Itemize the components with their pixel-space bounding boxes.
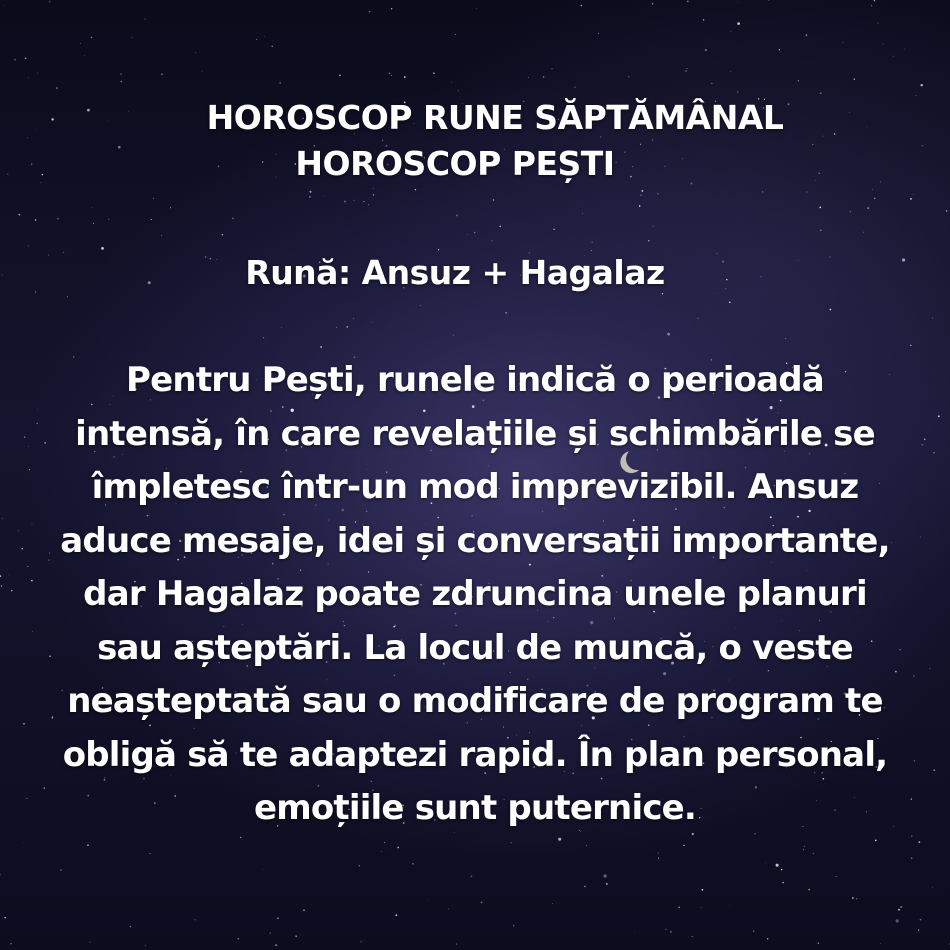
body-line: neașteptată sau o modificare de program te [67, 681, 883, 721]
body-line: Pentru Pești, runele indică o perioadă [126, 360, 824, 400]
horoscope-body [20, 354, 930, 836]
rune-subtitle: Rună: Ansuz + Hagalaz [245, 253, 665, 292]
body-line: intensă, în care revelațiile și schimbările se [75, 413, 875, 454]
body-line: emoțiile sunt puternice. [253, 788, 697, 828]
body-line: sau așteptări. La locul de muncă, o veste [97, 627, 853, 668]
body-line: dar Hagalaz poate zdruncina unele planuri [83, 574, 867, 614]
heading-weekly-rune-horoscope: HOROSCOP RUNE SĂPTĂMÂNAL [206, 98, 784, 137]
heading-pisces-horoscope: HOROSCOP PEȘTI [295, 144, 615, 183]
body-line: aduce mesaje, idei și conversații importante, [60, 520, 890, 561]
body-line: împletesc într-un mod imprevizibil. Ansuz [91, 467, 859, 507]
body-line: obligă să te adaptezi rapid. În plan personal, [62, 734, 888, 775]
